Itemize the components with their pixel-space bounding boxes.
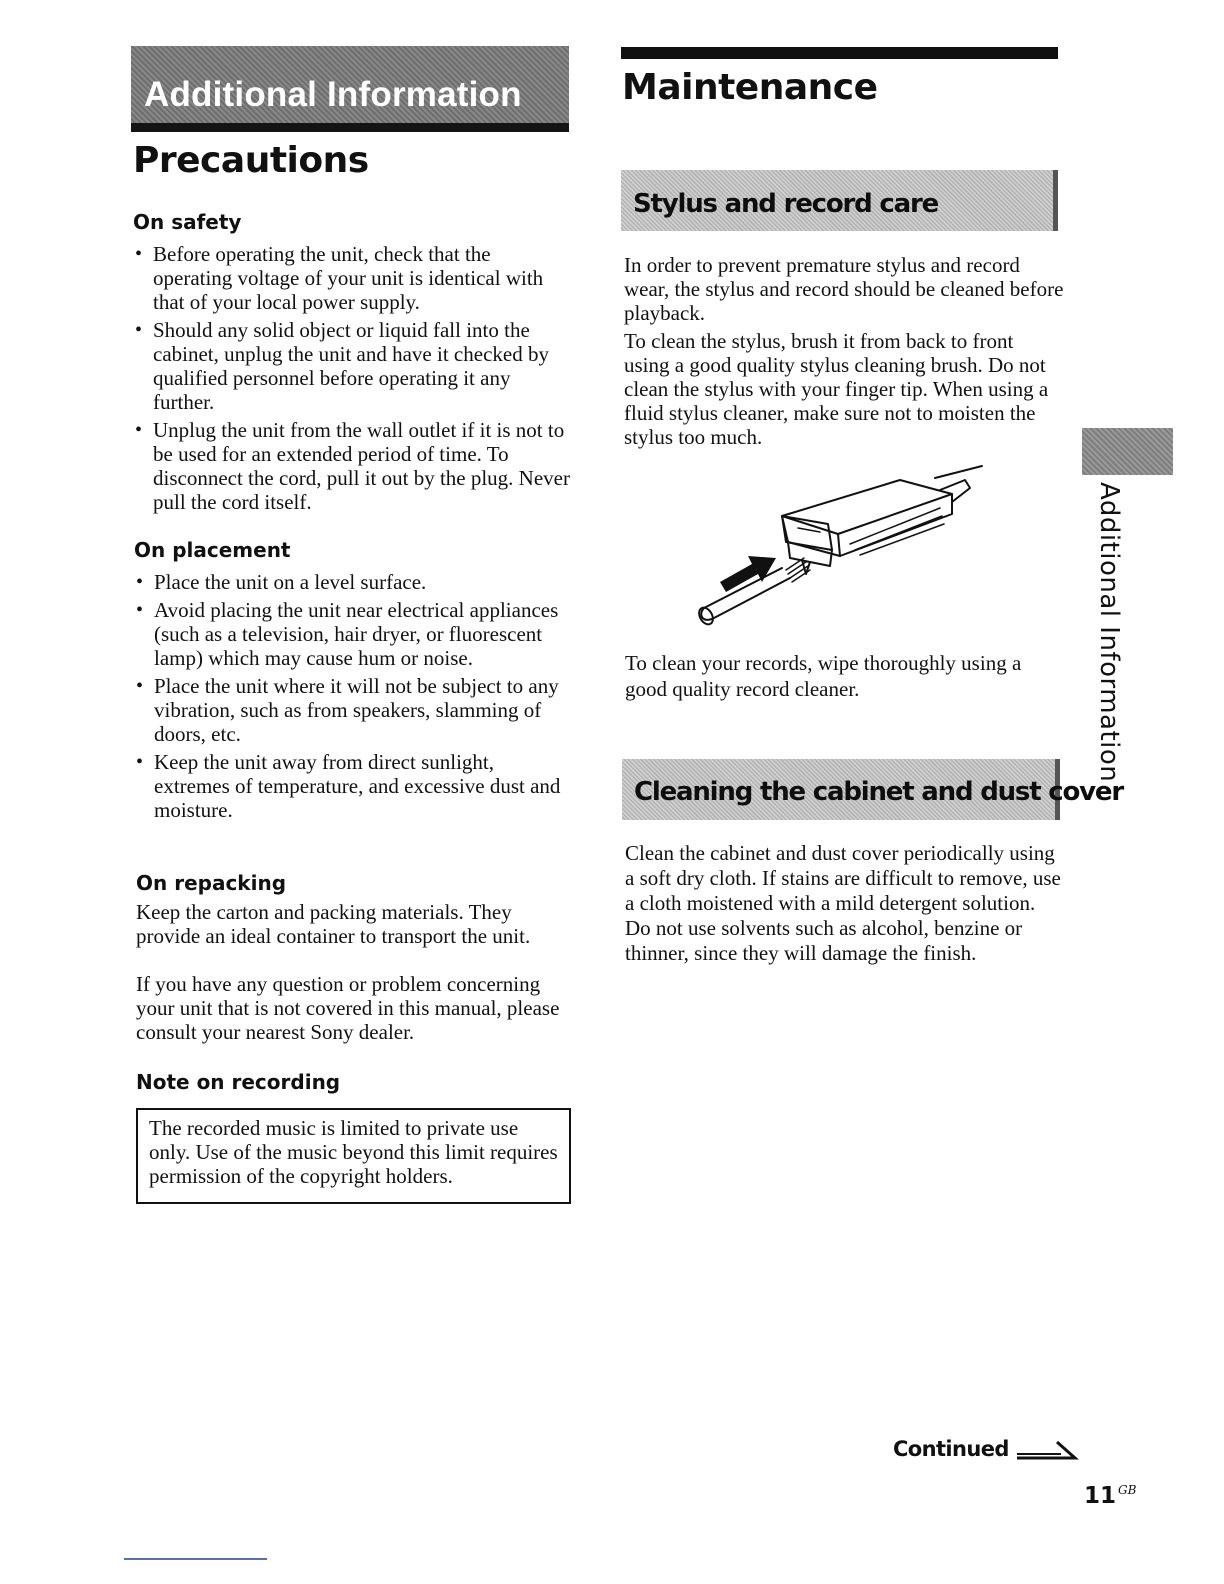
cabinet-care-banner — [622, 759, 1123, 820]
maintenance-title: Maintenance — [622, 67, 878, 108]
list-item: • Place the unit on a level surface. — [136, 570, 561, 594]
continued-indicator — [893, 1434, 1081, 1464]
side-tab-marker — [1082, 428, 1173, 475]
cabinet-care-heading: Cleaning the cabinet and dust cover — [634, 777, 1123, 807]
precautions-title: Precautions — [133, 140, 369, 181]
page-number-suffix: GB — [1118, 1483, 1137, 1497]
list-item: • Keep the unit away from direct sunlight, extremes of temperature, and excessive dust and moisture. — [136, 750, 561, 822]
page-edge-line — [124, 1558, 267, 1560]
list-item: • Unplug the unit from the wall outlet if it is not to be used for an extended period of time. To disconnect the cord, pull it out by the plug. Never pull the cord itself. — [135, 418, 575, 514]
on-repacking-heading: On repacking — [136, 871, 287, 895]
on-placement-list — [136, 570, 561, 826]
side-tab-label: Additional Information — [1094, 482, 1124, 783]
continued-label: Continued — [893, 1437, 1009, 1461]
on-safety-heading: On safety — [133, 210, 242, 234]
section-banner-title: Additional Information — [144, 75, 522, 114]
continued-arrow-icon — [1015, 1434, 1081, 1464]
page-number — [1084, 1476, 1136, 1510]
list-item: • Avoid placing the unit near electrical appliances (such as a television, hair dryer, or fluorescent lamp) which may cause hum or noise. — [136, 598, 561, 670]
recording-note-text: The recorded music is limited to private use only. Use of the music beyond this limit requires permission of the copyright holders. — [149, 1116, 558, 1188]
maintenance-top-rule — [621, 47, 1058, 59]
list-item: • Place the unit where it will not be subject to any vibration, such as from speakers, slamming of doors, etc. — [136, 674, 561, 746]
repacking-paragraph: Keep the carton and packing materials. They provide an ideal container to transport the unit. — [136, 900, 531, 948]
recording-note-box — [136, 1108, 571, 1204]
cabinet-care-paragraph: Clean the cabinet and dust cover periodically using a soft dry cloth. If stains are difficult to remove, use a cloth moistened with a mild detergent solution. Do not use solvents such as alcohol, benzine or thinner, since they will damage the finish. — [625, 841, 1061, 965]
stylus-care-paragraph: In order to prevent premature stylus and record wear, the stylus and record should be cleaned before playback. — [624, 253, 1064, 325]
section-banner — [131, 46, 569, 132]
stylus-clean-paragraph: To clean the stylus, brush it from back to front using a good quality stylus cleaning brush. Do not clean the stylus with your finger tip. When using a fluid stylus cleaner, make sure not to moisten the stylus too much. — [624, 329, 1049, 449]
contact-dealer-paragraph: If you have any question or problem concerning your unit that is not covered in this manual, please consult your nearest Sony dealer. — [136, 972, 560, 1044]
on-safety-list — [135, 242, 575, 518]
list-item: • Should any solid object or liquid fall into the cabinet, unplug the unit and have it checked by qualified personnel before operating it any further. — [135, 318, 575, 414]
page-number-value: 11 — [1084, 1483, 1117, 1509]
note-on-recording-heading: Note on recording — [136, 1070, 341, 1094]
stylus-care-banner — [621, 170, 1058, 231]
on-placement-heading: On placement — [134, 538, 291, 562]
list-item: • Before operating the unit, check that the operating voltage of your unit is identical with that of your local power supply. — [135, 242, 575, 314]
stylus-cleaning-illustration — [690, 458, 1000, 638]
stylus-care-heading: Stylus and record care — [633, 189, 938, 219]
record-clean-paragraph: To clean your records, wipe thoroughly using a good quality record cleaner. — [625, 651, 1022, 701]
